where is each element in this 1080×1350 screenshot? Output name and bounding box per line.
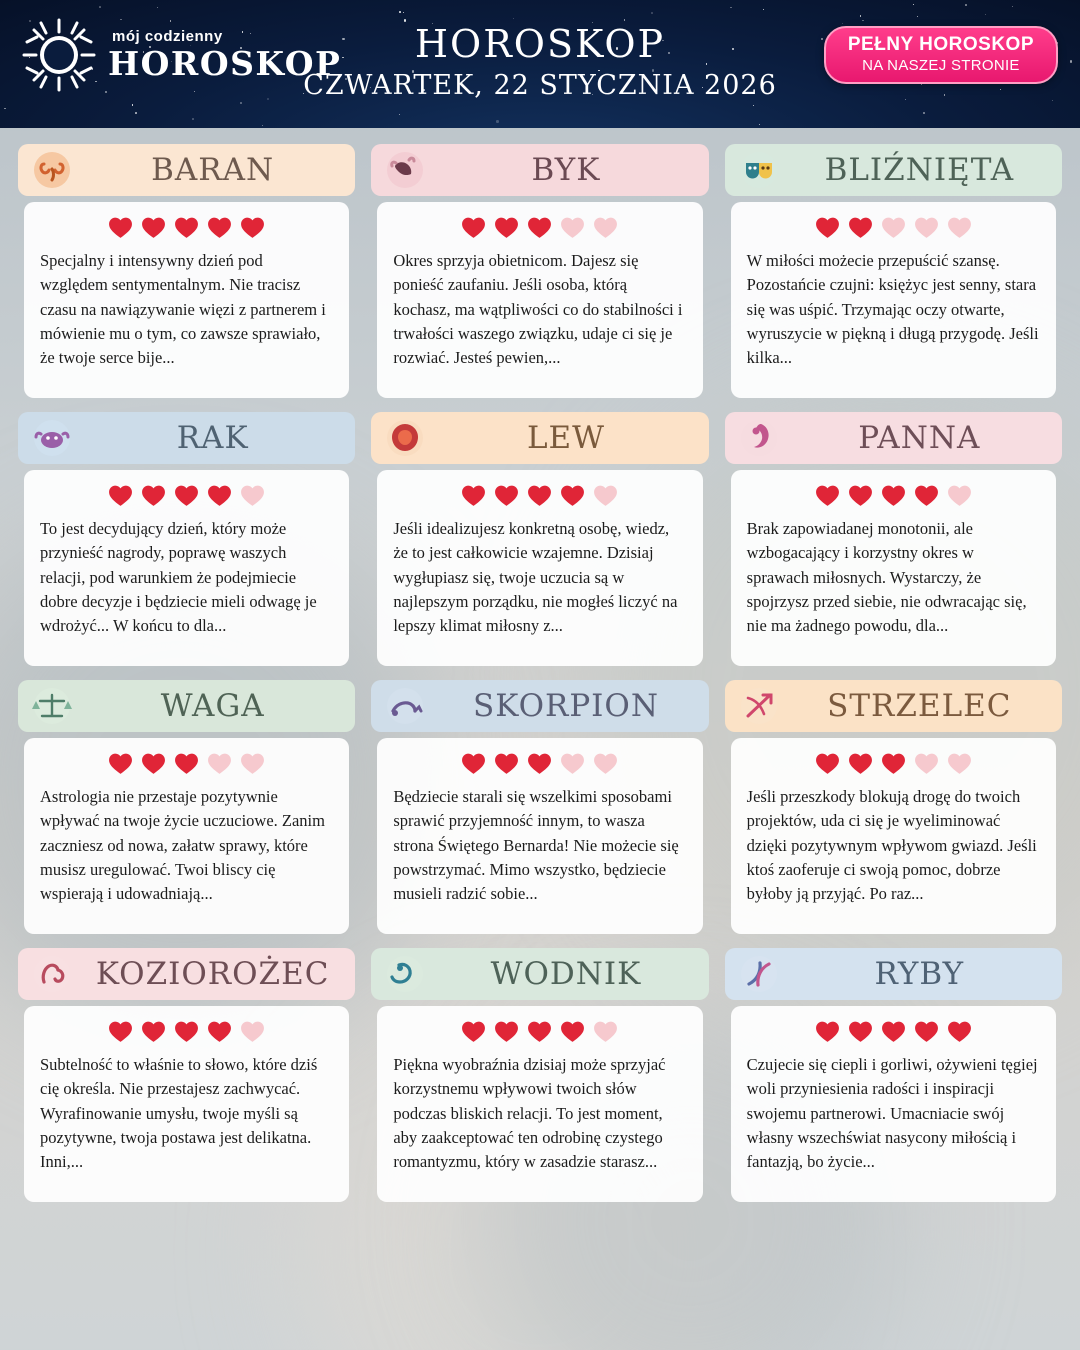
zodiac-text: To jest decydujący dzień, który może przynieść nagrody, poprawę waszych relacji, pod warunkiem że podejmiecie dobre decyzje i będziecie mieli odwagę je wdrożyć... W końcu to dla...: [40, 519, 317, 635]
heart-filled-icon: [461, 484, 486, 507]
zodiac-header: [371, 412, 708, 464]
heart-filled-icon: [494, 1020, 519, 1043]
heart-filled-icon: [174, 752, 199, 775]
heart-filled-icon: [527, 1020, 552, 1043]
zodiac-name: RAK: [176, 420, 249, 456]
zodiac-header: [725, 948, 1062, 1000]
heart-filled-icon: [207, 484, 232, 507]
heart-filled-icon: [848, 484, 873, 507]
heart-empty-icon: [240, 484, 265, 507]
zodiac-body: [377, 738, 702, 934]
zodiac-header: [725, 412, 1062, 464]
zodiac-text: Subtelność to właśnie to słowo, które dziś cię określa. Nie przestajesz zachwycać. Wyrafinowanie umysłu, twoje myśli są pozytywne, twoja postawa jest delikatna. Inni,...: [40, 1055, 318, 1171]
heart-filled-icon: [108, 216, 133, 239]
zodiac-text: Okres sprzyja obietnicom. Dajesz się ponieść zaufaniu. Jeśli osoba, którą kochasz, ma wątpliwości co do stabilności i trwałości waszego związku, udaje ci się je rozwiać. Jesteś pewien,...: [393, 251, 683, 367]
zodiac-body: [731, 738, 1056, 934]
heart-filled-icon: [141, 216, 166, 239]
zodiac-name: RYBY: [874, 956, 965, 992]
zodiac-text: Astrologia nie przestaje pozytywnie wpływać na twoje życie uczuciowe. Zanim zaczniesz od nowa, załatw sprawy, które musisz uregulować. Twoi bliscy cię wspierają i udowadniają...: [40, 787, 325, 903]
zodiac-header: [18, 680, 355, 732]
zodiac-text: Piękna wyobraźnia dzisiaj może sprzyjać korzystnemu wpływowi twoich słów podczas bliskich relacji. To jest moment, aby zaakceptować ten odrobinę czystego romantyzmu, który w zasadzie starasz...: [393, 1055, 666, 1171]
zodiac-name: BLIŹNIĘTA: [824, 152, 1015, 188]
full-horoscope-button[interactable]: [824, 26, 1058, 84]
logo-subtitle: mój codzienny: [112, 27, 223, 45]
heart-empty-icon: [240, 1020, 265, 1043]
heart-filled-icon: [527, 752, 552, 775]
love-rating: [393, 752, 686, 775]
gemini-masks-icon: [739, 150, 779, 190]
pisces-fish-icon: [739, 954, 779, 994]
zodiac-header: [725, 680, 1062, 732]
heart-filled-icon: [914, 1020, 939, 1043]
zodiac-card[interactable]: [371, 144, 708, 398]
love-rating: [40, 752, 333, 775]
love-rating: [40, 484, 333, 507]
heart-filled-icon: [174, 216, 199, 239]
zodiac-body: [731, 1006, 1056, 1202]
love-rating: [40, 1020, 333, 1043]
heart-filled-icon: [848, 216, 873, 239]
zodiac-text: Będziecie starali się wszelkimi sposobami sprawić przyjemność innym, to wasza strona Świętego Bernarda! Nie możecie się powstrzymać. Mimo wszystko, będziecie musieli radzić sobie...: [393, 787, 679, 903]
aries-ram-icon: [32, 150, 72, 190]
zodiac-name: KOZIOROŻEC: [95, 956, 330, 992]
heart-filled-icon: [527, 216, 552, 239]
cta-line-1: PEŁNY HOROSKOP: [847, 34, 1034, 55]
zodiac-body: [24, 1006, 349, 1202]
zodiac-text: Jeśli idealizujesz konkretną osobę, wiedz, że to jest całkowicie wzajemne. Dzisiaj wygłupiasz się, twoje uczucia są w najlepszym porządku, nie mogłeś liczyć na lepszy klimat miłosny z...: [393, 519, 678, 635]
zodiac-header: [371, 680, 708, 732]
love-rating: [747, 484, 1040, 507]
zodiac-grid: [0, 128, 1080, 1218]
aquarius-water-icon: [385, 954, 425, 994]
heart-filled-icon: [815, 752, 840, 775]
title-main: HOROSKOP: [414, 22, 666, 66]
zodiac-body: [731, 470, 1056, 666]
logo-title: HOROSKOP: [108, 43, 342, 83]
zodiac-text: Czujecie się ciepli i gorliwi, ożywieni tęgiej woli przyniesienia radości i inspiracji swojemu partnerowi. Umacniacie swój własny wszechświat nasycony miłością i fantazją, bo życie...: [746, 1055, 1038, 1171]
heart-filled-icon: [108, 1020, 133, 1043]
zodiac-card[interactable]: [725, 948, 1062, 1202]
love-rating: [393, 216, 686, 239]
zodiac-name: BYK: [531, 152, 601, 188]
zodiac-body: [377, 1006, 702, 1202]
zodiac-name: SKORPION: [473, 688, 659, 724]
heart-filled-icon: [108, 752, 133, 775]
heart-filled-icon: [881, 484, 906, 507]
heart-empty-icon: [593, 1020, 618, 1043]
zodiac-body: [731, 202, 1056, 398]
heart-filled-icon: [494, 752, 519, 775]
zodiac-header: [371, 144, 708, 196]
heart-filled-icon: [174, 1020, 199, 1043]
zodiac-body: [24, 470, 349, 666]
heart-filled-icon: [947, 1020, 972, 1043]
heart-filled-icon: [141, 484, 166, 507]
zodiac-name: BARAN: [151, 152, 275, 188]
heart-filled-icon: [494, 216, 519, 239]
zodiac-card[interactable]: [371, 412, 708, 666]
zodiac-header: [371, 948, 708, 1000]
heart-empty-icon: [593, 752, 618, 775]
zodiac-card[interactable]: [371, 680, 708, 934]
heart-filled-icon: [815, 1020, 840, 1043]
zodiac-header: [18, 144, 355, 196]
libra-scales-icon: [32, 686, 72, 726]
heart-filled-icon: [141, 1020, 166, 1043]
heart-filled-icon: [815, 216, 840, 239]
heart-filled-icon: [560, 484, 585, 507]
heart-empty-icon: [560, 752, 585, 775]
love-rating: [747, 216, 1040, 239]
heart-filled-icon: [560, 1020, 585, 1043]
heart-empty-icon: [240, 752, 265, 775]
heart-filled-icon: [527, 484, 552, 507]
leo-lion-icon: [385, 418, 425, 458]
cancer-crab-icon: [32, 418, 72, 458]
heart-empty-icon: [914, 752, 939, 775]
heart-filled-icon: [914, 484, 939, 507]
zodiac-body: [377, 202, 702, 398]
love-rating: [747, 1020, 1040, 1043]
sagittarius-bow-icon: [739, 686, 779, 726]
heart-filled-icon: [108, 484, 133, 507]
love-rating: [40, 216, 333, 239]
heart-filled-icon: [848, 752, 873, 775]
zodiac-card[interactable]: [18, 144, 355, 398]
zodiac-body: [24, 202, 349, 398]
heart-filled-icon: [848, 1020, 873, 1043]
scorpio-scorpion-icon: [385, 686, 425, 726]
heart-filled-icon: [240, 216, 265, 239]
heart-filled-icon: [461, 1020, 486, 1043]
heart-filled-icon: [494, 484, 519, 507]
taurus-bull-icon: [385, 150, 425, 190]
love-rating: [747, 752, 1040, 775]
heart-empty-icon: [914, 216, 939, 239]
heart-empty-icon: [947, 752, 972, 775]
zodiac-card[interactable]: [18, 948, 355, 1202]
heart-empty-icon: [560, 216, 585, 239]
heart-filled-icon: [461, 216, 486, 239]
zodiac-name: WODNIK: [490, 956, 642, 992]
zodiac-card[interactable]: [725, 144, 1062, 398]
heart-empty-icon: [947, 216, 972, 239]
zodiac-name: LEW: [526, 420, 606, 456]
zodiac-header: [725, 144, 1062, 196]
cta-line-2: NA NASZEJ STRONIE: [862, 57, 1020, 74]
heart-empty-icon: [593, 216, 618, 239]
heart-filled-icon: [815, 484, 840, 507]
love-rating: [393, 1020, 686, 1043]
heart-filled-icon: [174, 484, 199, 507]
zodiac-name: WAGA: [160, 688, 265, 724]
zodiac-text: Jeśli przeszkody blokują drogę do twoich projektów, uda ci się je wyeliminować dzięki pozytywnym wpływom gwiazd. Jeśli ktoś zaoferuje ci swoją pomoc, dobrze byłoby ją przyjąć. Po raz...: [746, 787, 1037, 903]
zodiac-card[interactable]: [725, 680, 1062, 934]
heart-empty-icon: [881, 216, 906, 239]
zodiac-body: [377, 470, 702, 666]
heart-filled-icon: [207, 216, 232, 239]
heart-filled-icon: [881, 752, 906, 775]
virgo-maiden-icon: [739, 418, 779, 458]
heart-filled-icon: [141, 752, 166, 775]
title-date: CZWARTEK, 22 STYCZNIA 2026: [303, 70, 777, 101]
zodiac-body: [24, 738, 349, 934]
zodiac-card[interactable]: [18, 680, 355, 934]
zodiac-card[interactable]: [371, 948, 708, 1202]
love-rating: [393, 484, 686, 507]
capricorn-goat-icon: [32, 954, 72, 994]
page-header: [0, 0, 1080, 128]
heart-filled-icon: [461, 752, 486, 775]
heart-filled-icon: [881, 1020, 906, 1043]
zodiac-name: STRZELEC: [827, 688, 1012, 724]
zodiac-card[interactable]: [725, 412, 1062, 666]
heart-filled-icon: [207, 1020, 232, 1043]
zodiac-header: [18, 412, 355, 464]
heart-empty-icon: [947, 484, 972, 507]
zodiac-name: PANNA: [858, 420, 981, 456]
heart-empty-icon: [207, 752, 232, 775]
zodiac-text: Brak zapowiadanej monotonii, ale wzbogacający i korzystny okres w sprawach miłosnych. Wystarczy, że spojrzysz przed siebie, nie odwracając się, nie ma żadnego powodu, dla...: [746, 519, 1027, 635]
zodiac-text: Specjalny i intensywny dzień pod względem sentymentalnym. Nie tracisz czasu na nawiązywanie więzi z partnerem i mówienie mu o tym, co zawsze sprawiało, że twoje serce bije...: [40, 251, 326, 367]
zodiac-text: W miłości możecie przepuścić szansę. Pozostańcie czujni: księżyc jest senny, stara się was uśpić. Trzymając oczy otwarte, wyruszycie w piękną i długą przygodę. Jeśli kilka...: [746, 251, 1039, 367]
heart-empty-icon: [593, 484, 618, 507]
zodiac-header: [18, 948, 355, 1000]
zodiac-card[interactable]: [18, 412, 355, 666]
